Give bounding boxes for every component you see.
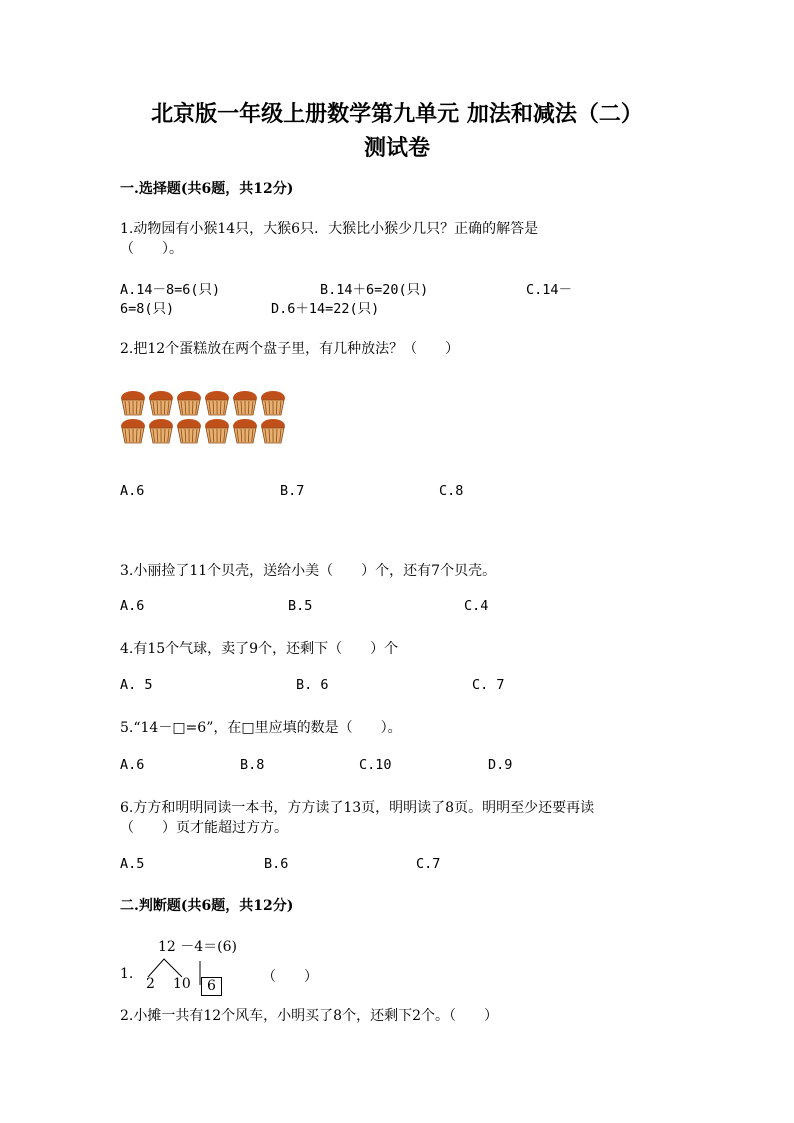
q5-option-c: C.10 [359, 757, 392, 773]
q4-option-a: A. 5 [120, 677, 153, 693]
cake-icon [148, 390, 174, 416]
q6-text-line2: （ ）页才能超过方方。 [120, 820, 288, 836]
q3-option-b: B.5 [288, 598, 313, 614]
q6-option-c: C.7 [416, 856, 441, 872]
j1-left-part: 2 [146, 976, 155, 992]
cake-icon [260, 390, 286, 416]
q5-text: 5.“14－□=6”，在□里应填的数是（ ）。 [120, 720, 402, 736]
q1-option-a: A.14－8=6(只) [120, 282, 221, 298]
cake-image [120, 390, 290, 446]
q5-option-a: A.6 [120, 757, 145, 773]
cake-icon [260, 418, 286, 444]
cake-icon [176, 418, 202, 444]
q6-text-line1: 6.方方和明明同读一本书，方方读了13页，明明读了8页。明明至少还要再读 [120, 800, 595, 816]
j1-answer-box: 6 [201, 977, 222, 996]
q2-option-b: B.7 [280, 483, 305, 499]
cake-icon [120, 418, 146, 444]
q3-text: 3.小丽捡了11个贝壳，送给小美（ ）个，还有7个贝壳。 [120, 563, 497, 579]
cake-icon [204, 390, 230, 416]
q4-option-c: C. 7 [472, 677, 505, 693]
j1-number: 1. [120, 966, 134, 982]
q4-text: 4.有15个气球，卖了9个，还剩下（ ）个 [120, 641, 399, 657]
cake-icon [148, 418, 174, 444]
section1-heading: 一.选择题(共6题，共12分) [120, 181, 294, 197]
cake-icon [120, 390, 146, 416]
q6-option-a: A.5 [120, 856, 145, 872]
q2-option-a: A.6 [120, 483, 145, 499]
q5-option-b: B.8 [240, 757, 265, 773]
q3-option-a: A.6 [120, 598, 145, 614]
cake-icon [176, 390, 202, 416]
q1-option-b: B.14＋6=20(只) [320, 282, 429, 298]
q3-option-c: C.4 [464, 598, 489, 614]
q1-option-d: D.6＋14=22(只) [271, 301, 380, 317]
q4-option-b: B. 6 [296, 677, 329, 693]
q1-text-line2: （ ）。 [120, 241, 183, 257]
q1-option-c: C.14－ [526, 282, 573, 298]
j1-paren: （ ） [262, 969, 318, 985]
q5-option-d: D.9 [488, 757, 513, 773]
cake-icon [232, 390, 258, 416]
page-title-line2: 测试卷 [363, 135, 430, 161]
page-title-line1: 北京版一年级上册数学第九单元 加法和减法（二） [151, 101, 643, 127]
section2-heading: 二.判断题(共6题，共12分) [120, 898, 294, 914]
q2-option-c: C.8 [439, 483, 464, 499]
cake-icon [232, 418, 258, 444]
cake-icon [204, 418, 230, 444]
q2-text: 2.把12个蛋糕放在两个盘子里，有几种放法？（ ） [120, 341, 460, 357]
q1-option-c-cont: 6=8(只) [120, 301, 175, 317]
j2-text: 2.小摊一共有12个风车，小明买了8个，还剩下2个。（ ） [120, 1008, 498, 1024]
j1-equation: 12 －4＝(6) [158, 939, 238, 955]
j1-right-part: 10 [173, 976, 191, 992]
q1-text-line1: 1.动物园有小猴14只，大猴6只．大猴比小猴少几只？正确的解答是 [120, 221, 539, 237]
q6-option-b: B.6 [264, 856, 289, 872]
